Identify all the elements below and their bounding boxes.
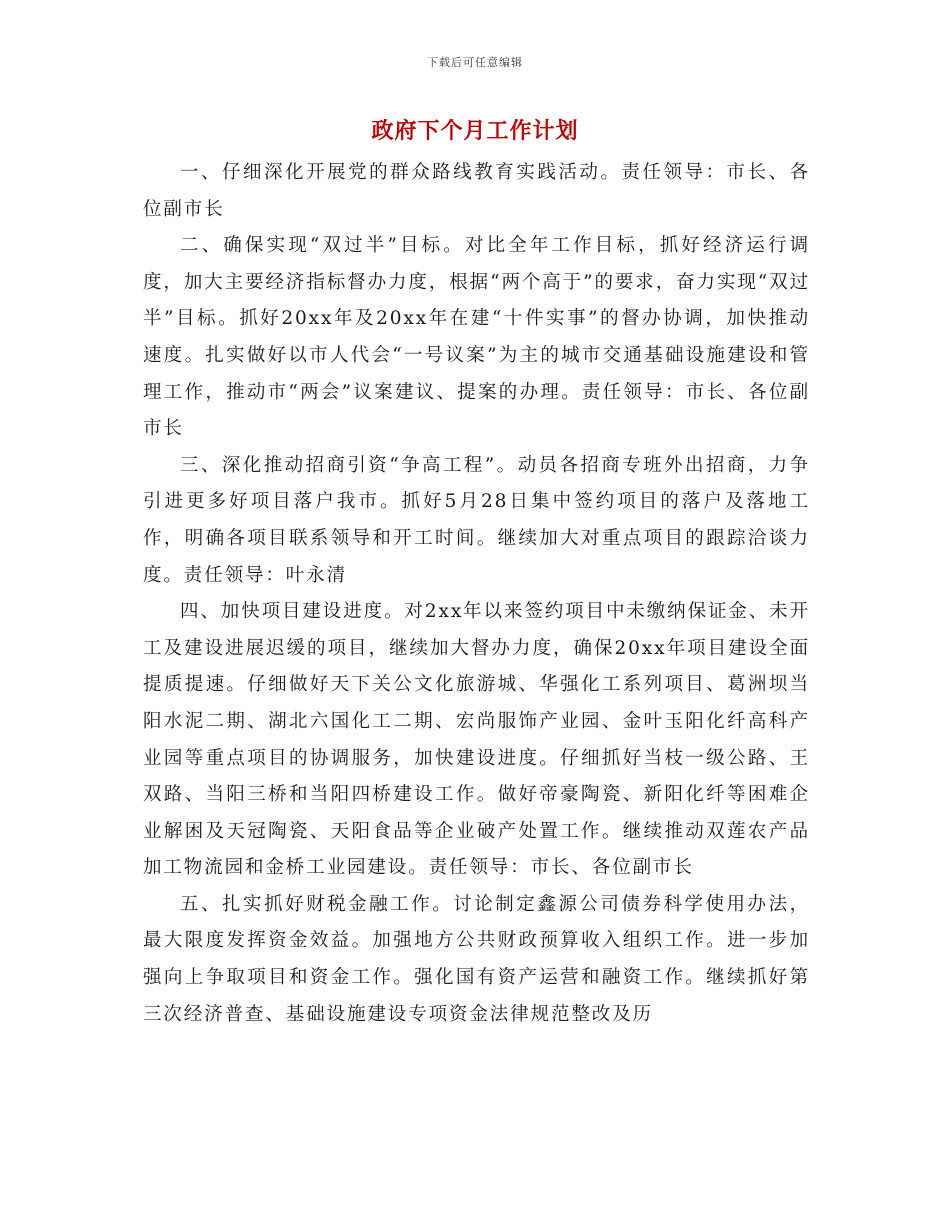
paragraph-2: 二、确保实现“双过半”目标。对比全年工作目标，抓好经济运行调度，加大主要经济指标督办力度，根据“两个高于”的要求，奋力实现“双过半”目标。抓好20xx年及20xx年在建“十件实事”的督办协调，加快推动速度。扎实做好以市人代会“一号议案”为主的城市交通基础设施建设和管理工作，推动市“两会”议案建议、提案的办理。责任领导：市长、各位副市长 [143, 235, 810, 440]
document-title: 政府下个月工作计划 [371, 118, 579, 144]
paragraph-3: 三、深化推动招商引资“争高工程”。动员各招商专班外出招商，力争引进更多好项目落户我市。抓好5月28日集中签约项目的落户及落地工作，明确各项目联系领导和开工时间。继续加大对重点项目的跟踪洽谈力度。责任领导：叶永清 [143, 454, 810, 586]
download-note: 下载后可任意编辑 [427, 56, 523, 69]
paragraph-5: 五、扎实抓好财税金融工作。讨论制定鑫源公司债券科学使用办法，最大限度发挥资金效益。加强地方公共财政预算收入组织工作。进一步加强向上争取项目和资金工作。强化国有资产运营和融资工作。继续抓好第三次经济普查、基础设施建设专项资金法律规范整改及历 [143, 893, 810, 1025]
document-body [143, 155, 810, 1033]
paragraph-1: 一、仔细深化开展党的群众路线教育实践活动。责任领导：市长、各位副市长 [143, 162, 810, 220]
paragraph-4: 四、加快项目建设进度。对2xx年以来签约项目中未缴纳保证金、未开工及建设进展迟缓的项目，继续加大督办力度，确保20xx年项目建设全面提质提速。仔细做好天下关公文化旅游城、华强化工系列项目、葛洲坝当阳水泥二期、湖北六国化工二期、宏尚服饰产业园、金叶玉阳化纤高科产业园等重点项目的协调服务，加快建设进度。仔细抓好当枝一级公路、王双路、当阳三桥和当阳四桥建设工作。做好帝豪陶瓷、新阳化纤等困难企业解困及天冠陶瓷、天阳食品等企业破产处置工作。继续推动双莲农产品加工物流园和金桥工业园建设。责任领导：市长、各位副市长 [143, 601, 810, 879]
